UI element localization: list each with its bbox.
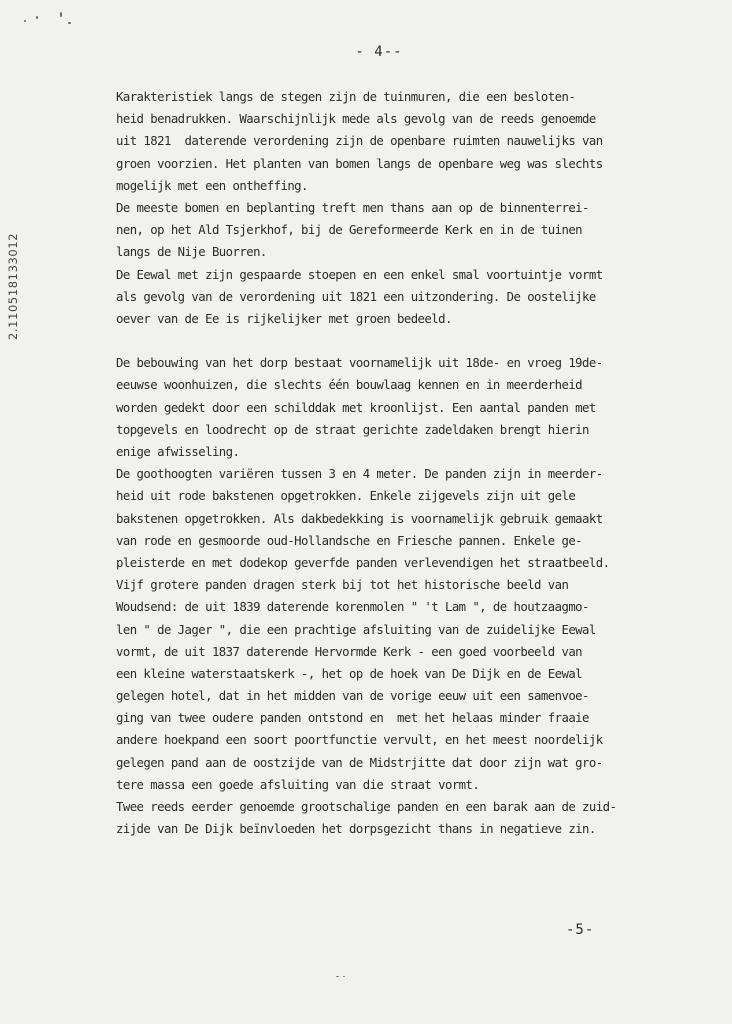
text-line: Vijf grotere panden dragen sterk bij tot het historische beeld van (116, 578, 569, 593)
scan-speck (24, 20, 26, 22)
text-line: tere massa een goede afsluiting van die straat vormt. (116, 777, 480, 792)
scan-speck (36, 16, 38, 19)
text-line: worden gedekt door een schilddak met kroonlijst. Een aantal panden met (116, 400, 596, 415)
text-line: Woudsend: de uit 1839 daterende korenmolen " 't Lam ", de houtzaagmo- (116, 600, 589, 615)
text-line: als gevolg van de verordening uit 1821 een uitzondering. De oostelijke (116, 289, 596, 304)
text-line: oever van de Ee is rijkelijker met groen bedeeld. (116, 311, 452, 326)
text-line: De Eewal met zijn gespaarde stoepen en een enkel smal voortuintje vormt (116, 267, 603, 282)
scan-speck (336, 976, 339, 977)
text-line: heid uit rode bakstenen opgetrokken. Enkele zijgevels zijn uit gele (116, 489, 576, 504)
text-line: vormt, de uit 1837 daterende Hervormde Kerk - een goed voorbeeld van (116, 644, 583, 659)
text-line: gelegen pand aan de oostzijde van de Midstrjitte dat door zijn wat gro- (116, 755, 603, 770)
text-line: enige afwisseling. (116, 445, 240, 459)
text-line: De meeste bomen en beplanting treft men thans aan op de binnenterrei- (116, 200, 589, 215)
body-text (116, 86, 660, 840)
text-line: langs de Nije Buorren. (116, 245, 267, 260)
scan-speck (60, 12, 62, 17)
text-line: eeuwse woonhuizen, die slechts één bouwlaag kennen en in meerderheid (116, 378, 583, 393)
text-line: heid benadrukken. Waarschijnlijk mede als gevolg van de reeds genoemde (116, 112, 596, 127)
text-line: gelegen hotel, dat in het midden van de vorige eeuw uit een samenvoe- (116, 689, 589, 704)
text-line: pleisterde en met dodekop geverfde panden verlevendigen het straatbeeld. (116, 555, 610, 570)
scan-speck (68, 22, 71, 24)
paragraph-greenery (116, 86, 660, 330)
scan-speck (343, 976, 345, 977)
paragraph-gap (116, 330, 660, 352)
archive-id: 2.110518133012 (6, 232, 20, 340)
text-line: zijde van De Dijk beïnvloeden het dorpsgezicht thans in negatieve zin. (116, 822, 596, 837)
page-number: - 4-- (355, 44, 403, 60)
text-line: mogelijk met een ontheffing. (116, 178, 308, 193)
text-line: ging van twee oudere panden ontstond en met het helaas minder fraaie (116, 711, 589, 726)
text-line: uit 1821 daterende verordening zijn de openbare ruimten nauwelijks van (116, 134, 603, 149)
text-line: nen, op het Ald Tsjerkhof, bij de Gereformeerde Kerk en in de tuinen (116, 223, 583, 238)
next-page-marker: -5- (566, 922, 595, 938)
text-line: groen voorzien. Het planten van bomen langs de openbare weg was slechts (116, 156, 603, 171)
text-line: Karakteristiek langs de stegen zijn de tuinmuren, die een besloten- (116, 90, 576, 104)
text-line: bakstenen opgetrokken. Als dakbedekking is voornamelijk gebruik gemaakt (116, 511, 603, 526)
text-line: De goothoogten variëren tussen 3 en 4 meter. De panden zijn in meerder- (116, 467, 603, 482)
text-line: een kleine waterstaatskerk -, het op de hoek van De Dijk en de Eewal (116, 666, 583, 681)
text-line: topgevels en loodrecht op de straat gerichte zadeldaken brengt hierin (116, 422, 589, 437)
text-line: andere hoekpand een soort poortfunctie vervult, en het meest noordelijk (116, 733, 603, 748)
paragraph-buildings (116, 352, 660, 840)
text-line: Twee reeds eerder genoemde grootschalige panden en een barak aan de zuid- (116, 800, 617, 814)
text-line: van rode en gesmoorde oud-Hollandsche en Friesche pannen. Enkele ge- (116, 533, 583, 548)
text-line: len " de Jager ", die een prachtige afsluiting van de zuidelijke Eewal (116, 622, 596, 637)
text-line: De bebouwing van het dorp bestaat voornamelijk uit 18de- en vroeg 19de- (116, 356, 603, 371)
